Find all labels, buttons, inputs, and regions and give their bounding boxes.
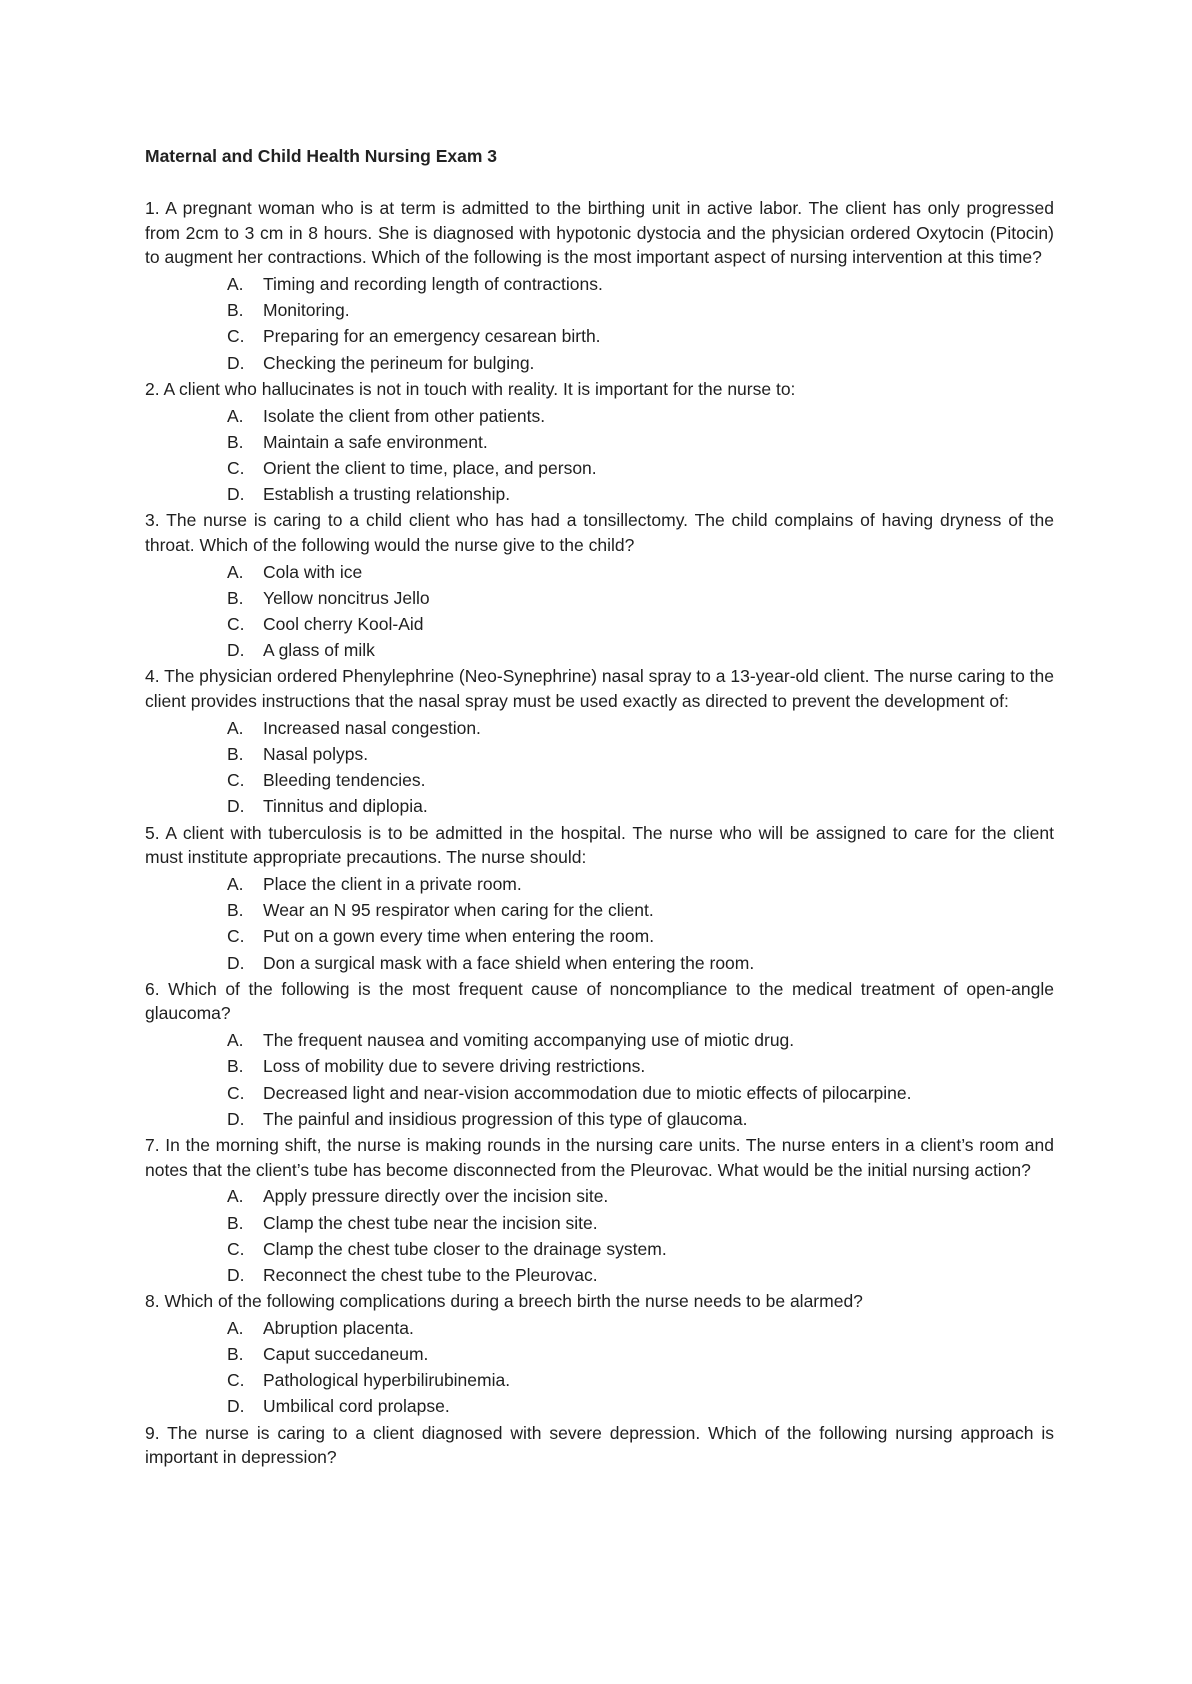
question-stem: 2. A client who hallucinates is not in touch with reality. It is important for the nurse to: <box>145 378 796 399</box>
option-letter: D. <box>227 796 245 817</box>
answer-options <box>145 715 1054 820</box>
answer-option <box>145 793 1054 819</box>
question-2 <box>145 377 1054 507</box>
option-letter: A. <box>227 874 244 895</box>
option-text: Checking the perineum for bulging. <box>263 352 535 373</box>
option-text: Isolate the client from other patients. <box>263 405 546 426</box>
answer-option <box>145 1053 1054 1079</box>
option-text: Cola with ice <box>263 561 363 582</box>
answer-options <box>145 1027 1054 1132</box>
option-text: Monitoring. <box>263 300 350 321</box>
option-text: Place the client in a private room. <box>263 874 522 895</box>
answer-option <box>145 1393 1054 1419</box>
option-letter: D. <box>227 952 245 973</box>
option-text: Decreased light and near-vision accommodation due to miotic effects of pilocarpine. <box>263 1082 912 1103</box>
answer-options <box>145 871 1054 976</box>
option-text: Bleeding tendencies. <box>263 770 426 791</box>
option-letter: D. <box>227 484 245 505</box>
option-text: Loss of mobility due to severe driving restrictions. <box>263 1056 646 1077</box>
option-text: Reconnect the chest tube to the Pleurovac. <box>263 1264 598 1285</box>
answer-option <box>145 455 1054 481</box>
option-text: Cool cherry Kool-Aid <box>263 614 424 635</box>
option-letter: C. <box>227 1238 245 1259</box>
answer-options <box>145 559 1054 664</box>
question-stem: 1. A pregnant woman who is at term is admitted to the birthing unit in active labor. The client has only progressed from 2cm to 3 cm in 8 hours. She is diagnosed with hypotonic dystocia and the physician ordered Oxytocin (Pitocin) to augment her contractions. Which of the following is the most important aspect of nursing intervention at this time? <box>145 198 1054 268</box>
question-3 <box>145 508 1054 663</box>
option-text: Clamp the chest tube near the incision site. <box>263 1212 598 1233</box>
option-text: Pathological hyperbilirubinemia. <box>263 1370 511 1391</box>
answer-option <box>145 271 1054 297</box>
option-text: Tinnitus and diplopia. <box>263 796 428 817</box>
answer-option <box>145 1106 1054 1132</box>
option-letter: B. <box>227 744 244 765</box>
option-letter: D. <box>227 640 245 661</box>
option-text: Preparing for an emergency cesarean birth. <box>263 326 601 347</box>
option-text: The frequent nausea and vomiting accompanying use of miotic drug. <box>263 1030 795 1051</box>
answer-option <box>145 1262 1054 1288</box>
option-letter: D. <box>227 1264 245 1285</box>
question-8 <box>145 1289 1054 1419</box>
option-text: Yellow noncitrus Jello <box>263 587 430 608</box>
option-letter: A. <box>227 717 244 738</box>
option-text: A glass of milk <box>263 640 375 661</box>
option-text: Caput succedaneum. <box>263 1343 429 1364</box>
question-9 <box>145 1421 1054 1470</box>
option-letter: B. <box>227 431 244 452</box>
option-letter: B. <box>227 1343 244 1364</box>
answer-option <box>145 403 1054 429</box>
question-stem: 3. The nurse is caring to a child client who has had a tonsillectomy. The child complains of having dryness of the throat. Which of the following would the nurse give to the child? <box>145 510 1054 556</box>
answer-options <box>145 403 1054 508</box>
answer-option <box>145 297 1054 323</box>
answer-option <box>145 1080 1054 1106</box>
answer-option <box>145 1027 1054 1053</box>
answer-option <box>145 897 1054 923</box>
option-letter: B. <box>227 1212 244 1233</box>
answer-options <box>145 1315 1054 1420</box>
option-letter: C. <box>227 457 245 478</box>
option-letter: B. <box>227 300 244 321</box>
option-letter: A. <box>227 561 244 582</box>
question-list <box>145 196 1054 1470</box>
answer-option <box>145 950 1054 976</box>
option-text: Nasal polyps. <box>263 744 369 765</box>
option-letter: B. <box>227 1056 244 1077</box>
option-letter: C. <box>227 770 245 791</box>
option-letter: A. <box>227 405 244 426</box>
option-letter: C. <box>227 1082 245 1103</box>
answer-option <box>145 1183 1054 1209</box>
option-text: Don a surgical mask with a face shield when entering the room. <box>263 952 755 973</box>
option-text: Wear an N 95 respirator when caring for the client. <box>263 900 654 921</box>
option-letter: A. <box>227 274 244 295</box>
answer-option <box>145 1210 1054 1236</box>
question-stem: 9. The nurse is caring to a client diagnosed with severe depression. Which of the following nursing approach is important in depression? <box>145 1422 1054 1468</box>
answer-option <box>145 767 1054 793</box>
answer-option <box>145 637 1054 663</box>
option-text: Increased nasal congestion. <box>263 717 481 738</box>
option-letter: C. <box>227 326 245 347</box>
option-text: Orient the client to time, place, and person. <box>263 457 597 478</box>
answer-option <box>145 611 1054 637</box>
question-5 <box>145 821 1054 976</box>
question-stem: 6. Which of the following is the most frequent cause of noncompliance to the medical treatment of open-angle glaucoma? <box>145 978 1054 1024</box>
question-1 <box>145 196 1054 376</box>
option-letter: A. <box>227 1186 244 1207</box>
option-letter: A. <box>227 1317 244 1338</box>
option-letter: C. <box>227 1370 245 1391</box>
document-title: Maternal and Child Health Nursing Exam 3 <box>145 146 498 166</box>
answer-option <box>145 559 1054 585</box>
option-letter: D. <box>227 1396 245 1417</box>
document-page <box>145 146 1054 1470</box>
answer-option <box>145 1341 1054 1367</box>
option-text: Put on a gown every time when entering the room. <box>263 926 655 947</box>
answer-option <box>145 1236 1054 1262</box>
option-text: Establish a trusting relationship. <box>263 484 511 505</box>
option-text: The painful and insidious progression of this type of glaucoma. <box>263 1108 748 1129</box>
question-stem: 8. Which of the following complications during a breech birth the nurse needs to be alarmed? <box>145 1291 863 1312</box>
answer-option <box>145 350 1054 376</box>
question-6 <box>145 977 1054 1132</box>
answer-options <box>145 271 1054 376</box>
option-letter: D. <box>227 352 245 373</box>
option-text: Umbilical cord prolapse. <box>263 1396 450 1417</box>
option-letter: B. <box>227 587 244 608</box>
option-letter: C. <box>227 614 245 635</box>
option-letter: C. <box>227 926 245 947</box>
option-letter: B. <box>227 900 244 921</box>
answer-option <box>145 585 1054 611</box>
answer-option <box>145 1315 1054 1341</box>
answer-options <box>145 1183 1054 1288</box>
option-text: Timing and recording length of contractions. <box>263 274 603 295</box>
option-text: Maintain a safe environment. <box>263 431 488 452</box>
question-7 <box>145 1133 1054 1288</box>
answer-option <box>145 429 1054 455</box>
option-text: Clamp the chest tube closer to the drainage system. <box>263 1238 667 1259</box>
option-text: Abruption placenta. <box>263 1317 414 1338</box>
answer-option <box>145 1367 1054 1393</box>
answer-option <box>145 481 1054 507</box>
answer-option <box>145 923 1054 949</box>
question-stem: 7. In the morning shift, the nurse is making rounds in the nursing care units. The nurse enters in a client’s room and notes that the client’s tube has become disconnected from the Pleurovac. What would be the initial nursing action? <box>145 1134 1054 1180</box>
answer-option <box>145 871 1054 897</box>
option-text: Apply pressure directly over the incision site. <box>263 1186 609 1207</box>
answer-option <box>145 741 1054 767</box>
answer-option <box>145 715 1054 741</box>
option-letter: D. <box>227 1108 245 1129</box>
question-stem: 5. A client with tuberculosis is to be admitted in the hospital. The nurse who will be assigned to care for the client must institute appropriate precautions. The nurse should: <box>145 822 1054 868</box>
answer-option <box>145 323 1054 349</box>
question-4 <box>145 664 1054 819</box>
option-letter: A. <box>227 1030 244 1051</box>
question-stem: 4. The physician ordered Phenylephrine (Neo-Synephrine) nasal spray to a 13-year-old client. The nurse caring to the client provides instructions that the nasal spray must be used exactly as directed to prevent the development of: <box>145 666 1054 712</box>
